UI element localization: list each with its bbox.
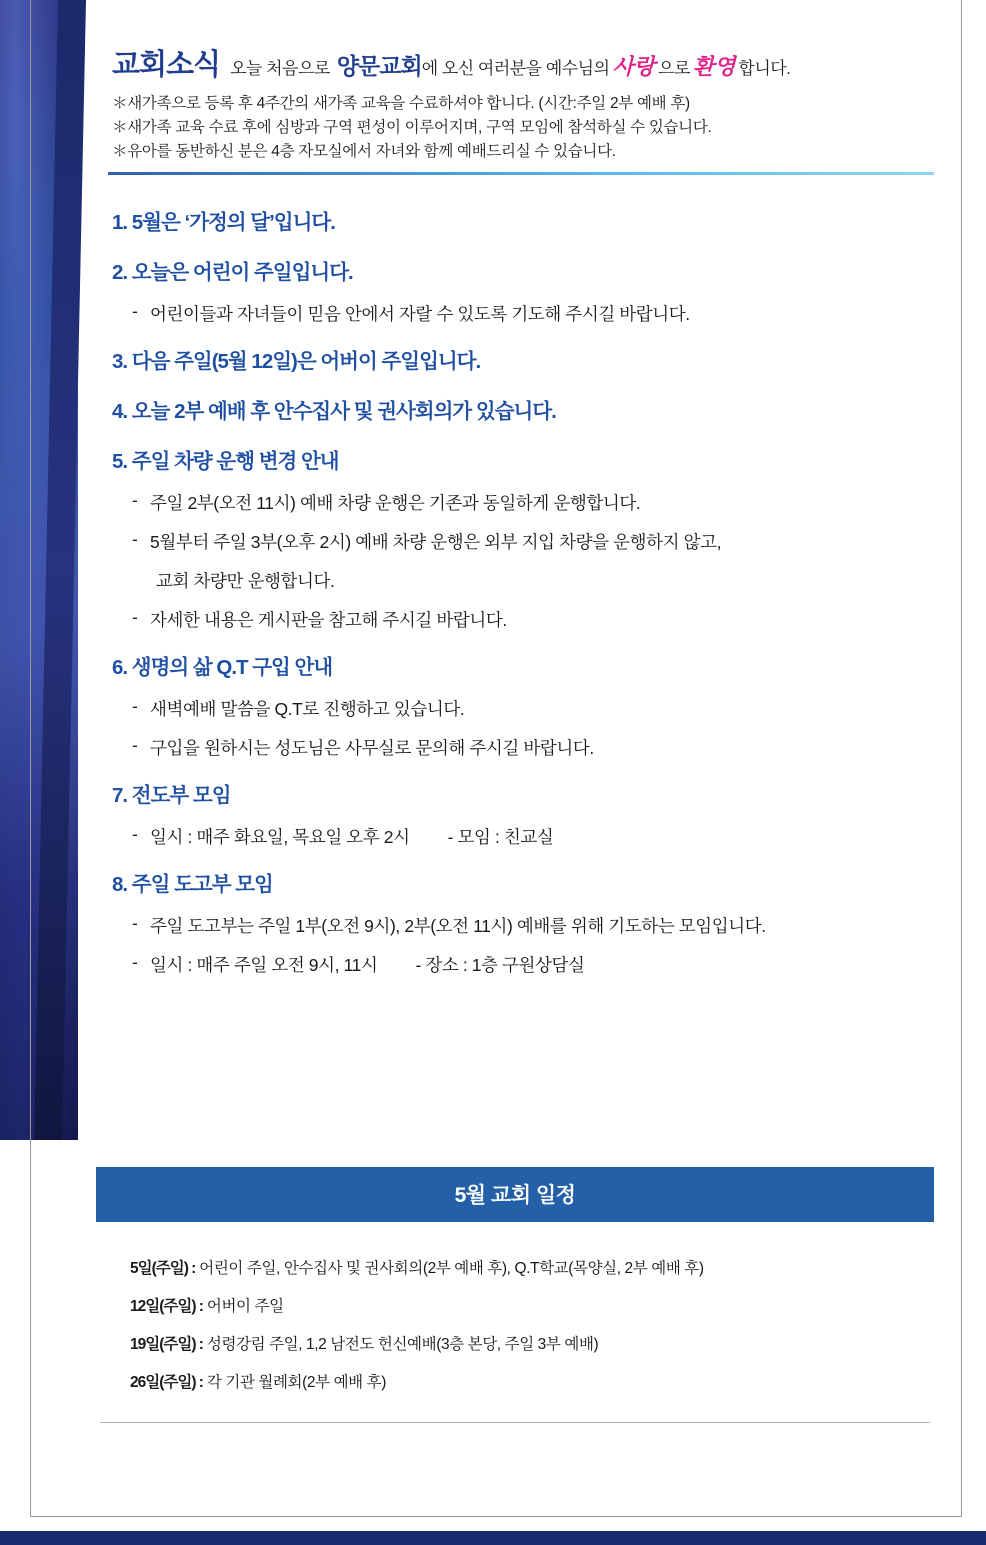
schedule-row-date: 19일(주일) :: [130, 1336, 203, 1353]
notice-heading: 8. 주일 도고부 모임: [112, 873, 273, 896]
schedule-row: [100, 1248, 930, 1286]
notice-sub: [112, 945, 952, 984]
dash-marker: -: [132, 913, 138, 933]
header-note: ＊새가족으로 등록 후 4주간의 새가족 교육을 수료하셔야 합니다. (시간:주일 2부 예배 후): [112, 95, 690, 112]
notice-item-2: [112, 246, 952, 333]
notice-item-7: [112, 769, 952, 856]
header-notes: [112, 92, 932, 164]
dash-marker: -: [132, 607, 138, 627]
dash-marker: -: [132, 824, 138, 844]
notice-heading: 4. 오늘 2부 예배 후 안수집사 및 권사회의가 있습니다.: [112, 400, 556, 423]
dash-marker: -: [132, 529, 138, 549]
dash-marker: -: [132, 301, 138, 321]
notice-item-8: [112, 858, 952, 984]
notice-sub-text: 자세한 내용은 게시판을 참고해 주시길 바랍니다.: [150, 610, 507, 630]
notice-sub-extra: - 모임 : 친교실: [447, 827, 554, 847]
header-title-end: 합니다.: [738, 59, 791, 78]
notice-sub: [112, 600, 952, 639]
schedule-row: [100, 1362, 930, 1400]
notice-sub-text: 5월부터 주일 3부(오후 2시) 예배 차량 운행은 외부 지입 차량을 운행하지 않고,: [150, 532, 722, 552]
schedule-row-date: 12일(주일) :: [130, 1298, 203, 1315]
notice-sub-text: 새벽예배 말씀을 Q.T로 진행하고 있습니다.: [150, 699, 465, 719]
notice-sub: [112, 689, 952, 728]
notice-heading: 6. 생명의 삶 Q.T 구입 안내: [112, 656, 333, 679]
notice-sub-text: 어린이들과 자녀들이 믿음 안에서 자랄 수 있도록 기도해 주시길 바랍니다.: [150, 304, 690, 324]
notice-heading: 3. 다음 주일(5월 12일)은 어버이 주일입니다.: [112, 350, 481, 373]
notice-item-4: [112, 385, 952, 433]
schedule-row-text: 어린이 주일, 안수집사 및 권사회의(2부 예배 후), Q.T학교(목양실, 2부 예배 후): [199, 1260, 704, 1277]
schedule-section: [96, 1167, 934, 1423]
notice-item-5: [112, 435, 952, 639]
schedule-row-date: 26일(주일) :: [130, 1374, 203, 1391]
schedule-row-text: 어버이 주일: [206, 1298, 284, 1315]
header-title-love: 사랑: [612, 54, 656, 80]
notice-sub: [112, 483, 952, 522]
header-title-pre: 오늘 처음으로: [230, 59, 330, 78]
header-title: [112, 42, 932, 83]
notice-sub-text: 주일 도고부는 주일 1부(오전 9시), 2부(오전 11시) 예배를 위해 기도하는 모임입니다.: [150, 916, 766, 936]
header-note: ＊유아를 동반하신 분은 4층 자모실에서 자녀와 함께 예배드리실 수 있습니다.: [112, 143, 616, 161]
notice-item-3: [112, 335, 952, 383]
notice-sub: [112, 294, 952, 333]
notice-sub-text: 일시 : 매주 주일 오전 9시, 11시: [150, 955, 378, 975]
schedule-row-date: 5일(주일) :: [130, 1260, 196, 1277]
notice-sub-text: 구입을 원하시는 성도님은 사무실로 문의해 주시길 바랍니다.: [150, 738, 594, 758]
schedule-row-text: 성령강림 주일, 1,2 남전도 헌신예배(3층 본당, 주일 3부 예배): [206, 1336, 599, 1353]
notice-sub-text: 주일 2부(오전 11시) 예배 차량 운행은 기존과 동일하게 운행합니다.: [150, 493, 641, 513]
header-title-main: 교회소식: [112, 49, 221, 81]
notice-heading: 5. 주일 차량 운행 변경 안내: [112, 450, 339, 473]
notice-sub: [112, 817, 952, 856]
notice-sub-text: 교회 차량만 운행합니다.: [156, 571, 335, 591]
schedule-rows: [100, 1222, 930, 1423]
notice-heading: 2. 오늘은 어린이 주일입니다.: [112, 261, 353, 284]
header-note: ＊새가족 교육 수료 후에 심방과 구역 편성이 이루어지며, 구역 모임에 참석하실 수 있습니다.: [112, 119, 712, 137]
dash-marker: -: [132, 952, 138, 972]
notice-sub-continuation: [112, 561, 952, 600]
dash-marker: -: [132, 735, 138, 755]
notice-heading: 7. 전도부 모임: [112, 784, 231, 807]
notice-sub: [112, 522, 952, 561]
header-title-church: 양문교회: [336, 53, 422, 79]
notice-sub: [112, 906, 952, 945]
notice-sub: [112, 728, 952, 767]
dash-marker: -: [132, 490, 138, 510]
notice-sub-text: 일시 : 매주 화요일, 목요일 오후 2시: [150, 827, 410, 847]
header-title-with: 으로: [658, 59, 690, 78]
notice-item-6: [112, 641, 952, 767]
notice-heading: 1. 5월은 ‘가정의 달’입니다.: [112, 211, 335, 234]
dash-marker: -: [132, 696, 138, 716]
header-title-mid: 에 오신 여러분을 예수님의: [421, 59, 610, 78]
notice-sub-extra: - 장소 : 1층 구원상담실: [415, 955, 585, 975]
schedule-title: 5월 교회 일정: [96, 1167, 934, 1222]
header: [112, 42, 932, 164]
notice-item-1: [112, 196, 952, 244]
header-title-welcome: 환영: [692, 54, 736, 80]
header-divider: [108, 172, 934, 175]
schedule-row: [100, 1286, 930, 1324]
schedule-row-text: 각 기관 월례회(2부 예배 후): [206, 1374, 386, 1391]
bottom-accent-bar: [0, 1531, 986, 1545]
notice-list: [112, 196, 952, 986]
schedule-row: [100, 1324, 930, 1362]
